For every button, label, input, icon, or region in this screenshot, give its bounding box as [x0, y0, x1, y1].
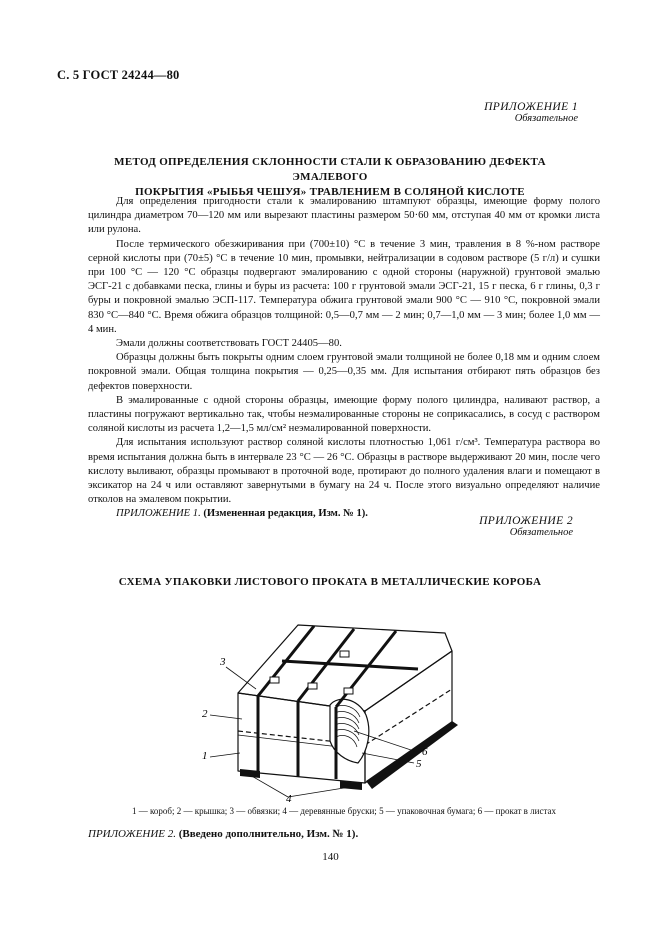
- appendix2-title: СХЕМА УПАКОВКИ ЛИСТОВОГО ПРОКАТА В МЕТАЛЛИЧЕСКИЕ КОРОБА: [118, 576, 542, 588]
- amendment-ref: ПРИЛОЖЕНИЕ 1.: [116, 508, 201, 520]
- appendix2-heading: [479, 515, 573, 538]
- appendix1-status: Обязательное: [514, 113, 578, 124]
- strap-clamps: [270, 651, 353, 694]
- appendix2-label: ПРИЛОЖЕНИЕ 2: [479, 515, 573, 527]
- label-4: 4: [286, 793, 292, 803]
- appendix1-body: [88, 195, 600, 522]
- label-2: 2: [202, 708, 208, 720]
- label-3: 3: [220, 656, 226, 668]
- label-6: 6: [422, 746, 428, 758]
- page-number: 140: [322, 851, 339, 863]
- label-5: 5: [416, 758, 422, 770]
- amendment-text: (Введено дополнительно, Изм. № 1).: [178, 828, 359, 840]
- appendix1-title: [80, 155, 580, 200]
- paragraph: Для испытания используют раствор соляной кислоты плотностью 1,061 г/см³. Температура раствора во время испытания должна быть в интервале 23 °С — 26 °С. Образцы в растворе выдерживают 20 мин, после чего кислоту выливают, образцы промывают в проточной воде, протирают до полного удаления влаги и помещают в эксикатор на 24 ч или оставляют завернутыми в бумагу на 24 ч. После этого визуально определяют наличие отколов на эмалевом покрытии.: [88, 437, 600, 506]
- paragraph: Образцы должны быть покрыты одним слоем грунтовой эмали толщиной не более 0,18 мм и одним слоем покровной эмали. Общая толщина покрытия — 0,25—0,35 мм. Для испытания отбирают пять образцов без дефектов поверхности.: [88, 352, 600, 392]
- standard-header: С. 5 ГОСТ 24244—80: [57, 68, 180, 82]
- appendix1-title-line1: МЕТОД ОПРЕДЕЛЕНИЯ СКЛОННОСТИ СТАЛИ К ОБРАЗОВАНИЮ ДЕФЕКТА ЭМАЛЕВОГО: [114, 156, 546, 183]
- amendment-text: (Измененная редакция, Изм. № 1).: [203, 508, 368, 520]
- appendix2-amendment: [88, 828, 358, 840]
- appendix1-heading: [484, 101, 578, 124]
- label-1: 1: [202, 750, 208, 762]
- straps: [258, 626, 418, 779]
- paragraph: Для определения пригодности стали к эмалированию штампуют образцы, имеющие форму полого цилиндра диаметром 70—120 мм или вырезают пластины размером 50·60 мм, отступая 40 мм от кромки листа или рулона.: [88, 196, 600, 236]
- appendix2-status: Обязательное: [509, 527, 573, 538]
- packing-diagram: [190, 603, 480, 803]
- paragraph: Эмали должны соответствовать ГОСТ 24405—80.: [116, 338, 342, 350]
- appendix1-label: ПРИЛОЖЕНИЕ 1: [484, 101, 578, 113]
- paragraph: В эмалированные с одной стороны образцы, имеющие форму полого цилиндра, наливают раствор, а пластины погружают вертикально так, чтобы неэмалированные стороны не соприкасались, в сосуд с раствором соляной кислоты из расчета 1,2—1,5 мл/см² неэмалированной поверхности.: [88, 394, 600, 435]
- amendment-ref: ПРИЛОЖЕНИЕ 2.: [88, 828, 176, 840]
- appendix1-title-line2: ПОКРЫТИЯ «РЫБЬЯ ЧЕШУЯ» ТРАВЛЕНИЕМ В СОЛЯНОЙ КИСЛОТЕ: [135, 186, 525, 198]
- paragraph: После термического обезжиривания при (700±10) °С в течение 3 мин, травления в 8 %-ном растворе серной кислоты при (70±5) °С в течение 10 мин, промывки, нейтрализации в содовом растворе (5 г/л) и сушки при 100 °С — 120 °С образцы подвергают эмалированию с одной стороны (наружной) грунтовой эмалью ЭСГ-21 с добавками песка, глины и буры из расчета: 100 г грунтовой эмали ЭСГ-21, 15 г песка, 6 г глины, 0,3 г буры и покровной эмалью ЭСП-117. Температура обжига грунтовой эмали 900 °С — 910 °С, покровной эмали 830 °С—840 °С. Время обжига образцов толщиной: 0,5—0,7 мм — 2 мин; 0,7—1,0 мм — 3 мин; более 1,0 мм — 4 мин.: [88, 238, 600, 335]
- figure-caption: 1 — короб; 2 — крышка; 3 — обвязки; 4 — деревянные бруски; 5 — упаковочная бумага; 6 — прокат в листах: [131, 806, 556, 816]
